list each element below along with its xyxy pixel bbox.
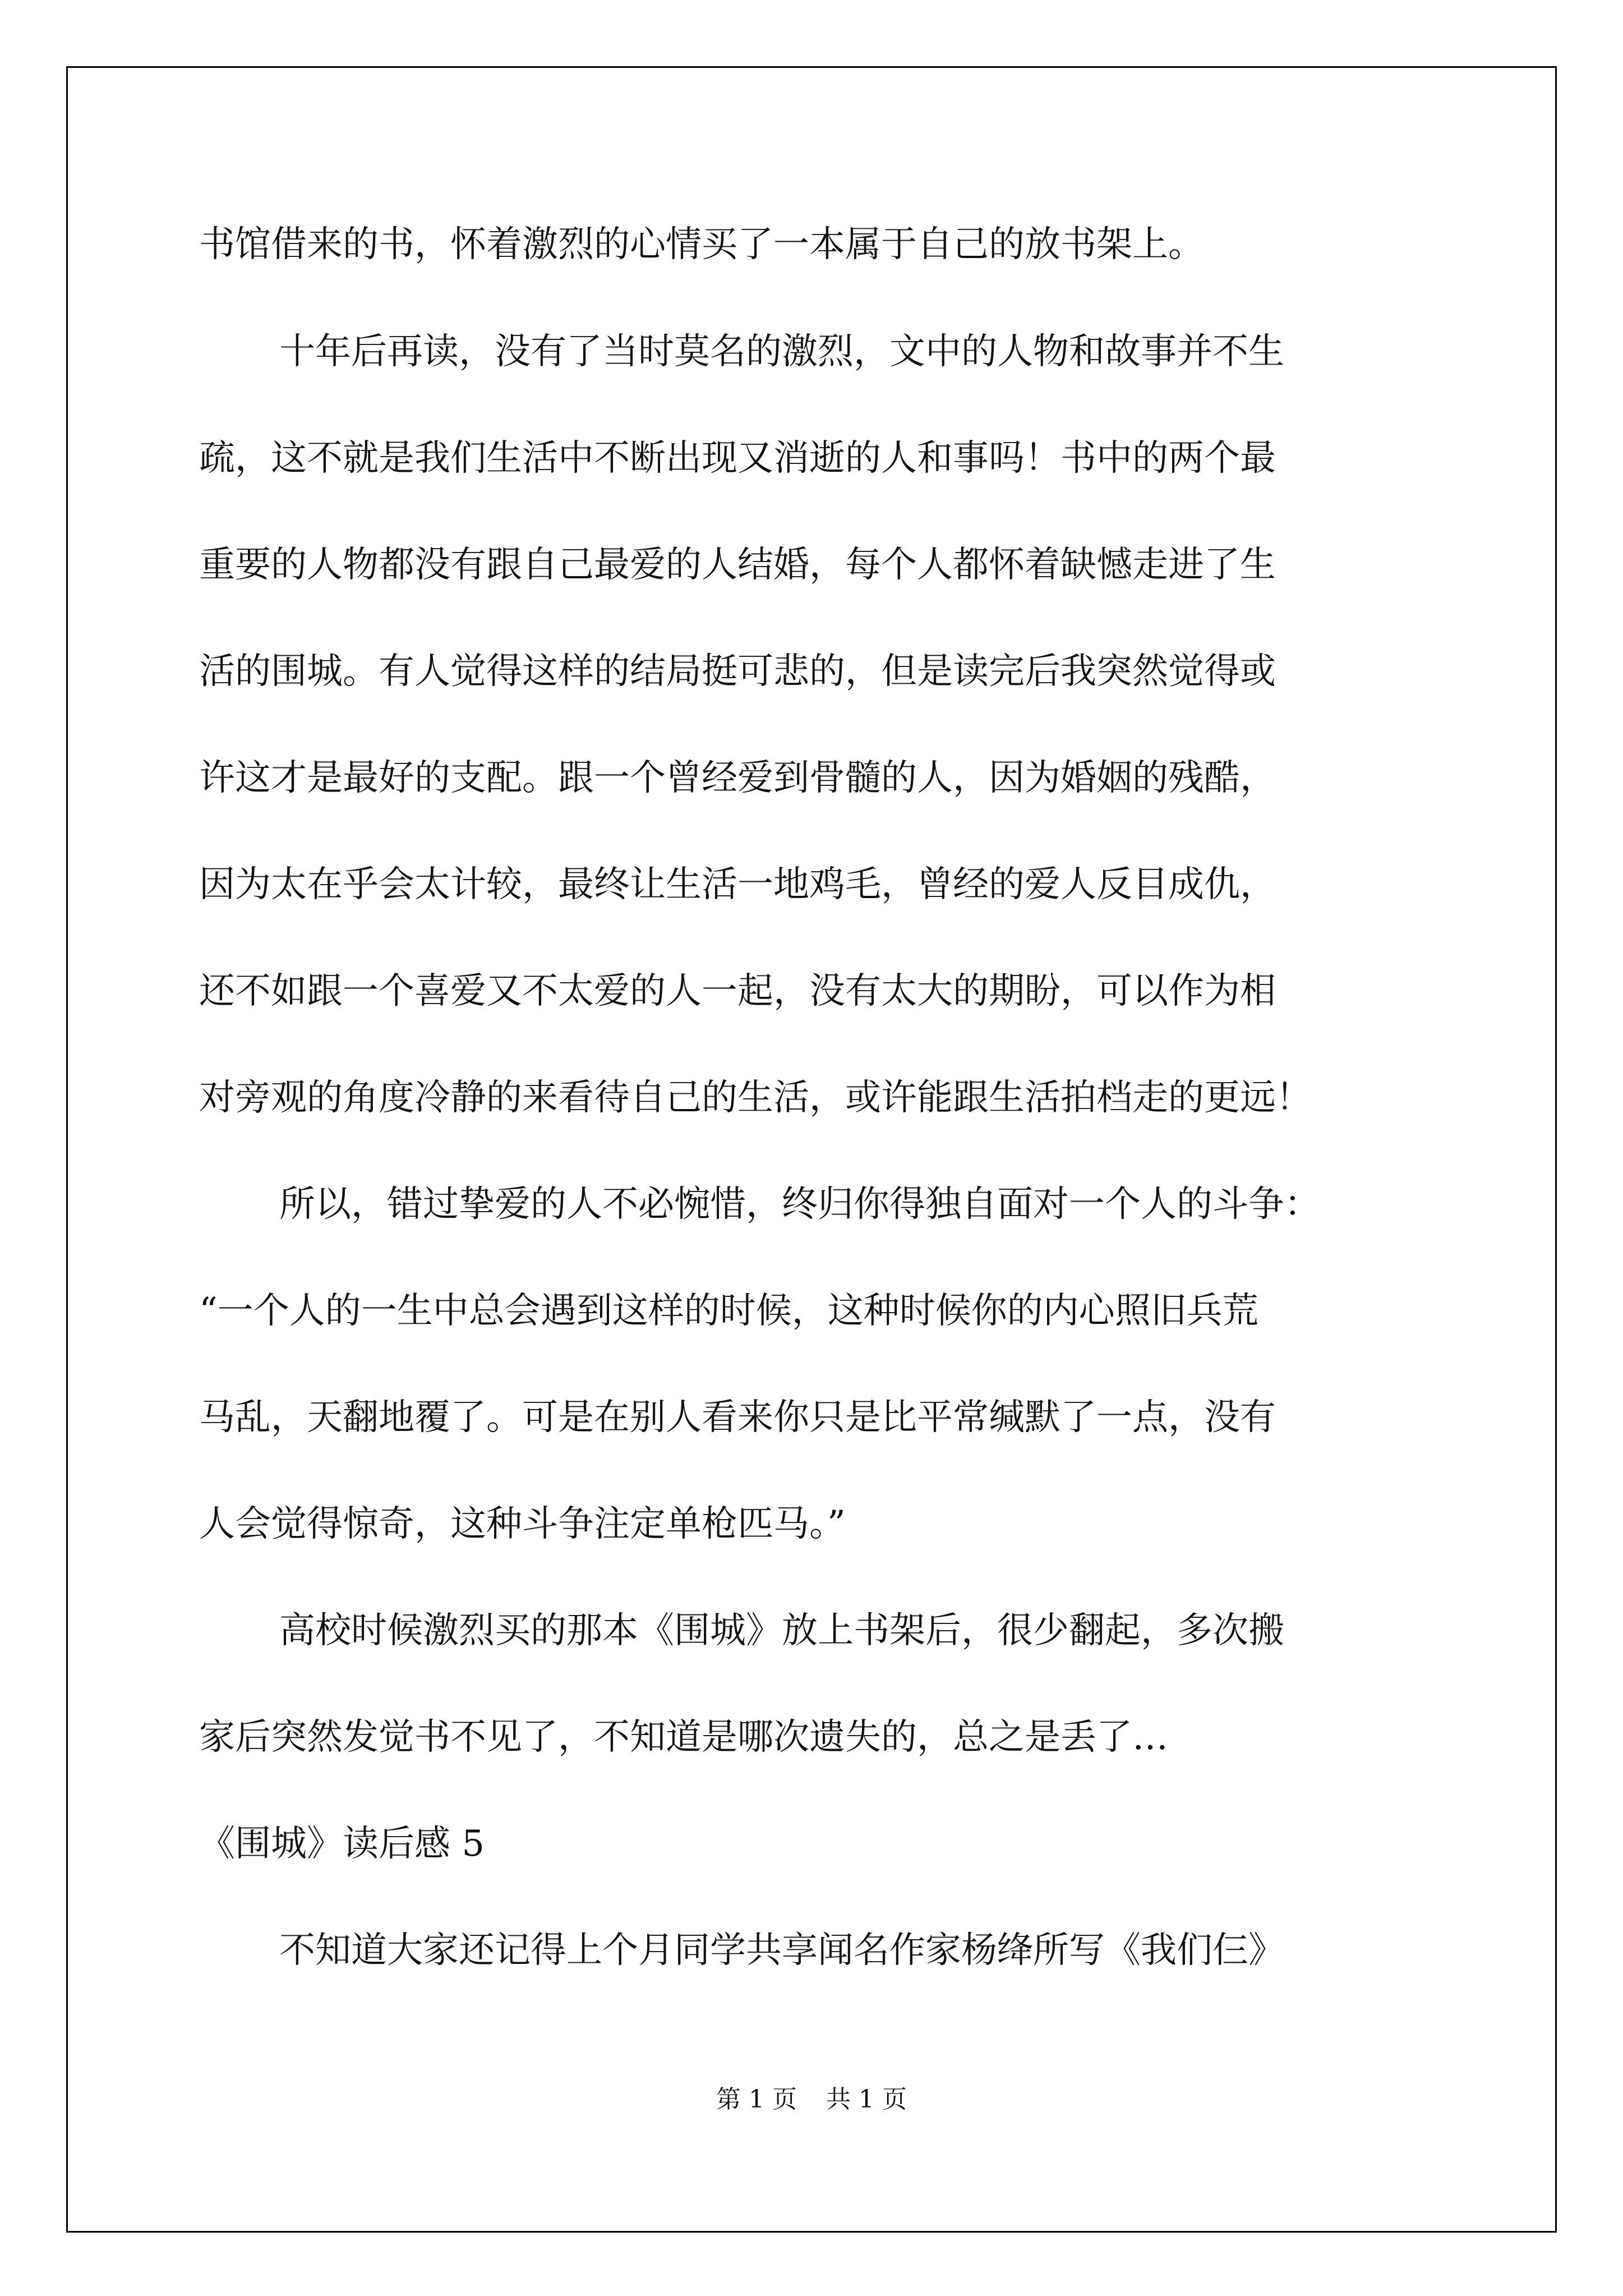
text-line-6: 许这才是最好的支配。跟一个曾经爱到骨髓的人，因为婚姻的残酷， — [199, 757, 1276, 799]
text-line-8: 还不如跟一个喜爱又不太爱的人一起，没有太大的期盼，可以作为相 — [199, 970, 1276, 1012]
page-frame — [66, 66, 1557, 2233]
text-line-7: 因为太在乎会太计较，最终让生活一地鸡毛，曾经的爱人反目成仇， — [199, 864, 1276, 905]
text-line-1: 书馆借来的书，怀着激烈的心情买了一本属于自己的放书架上。 — [199, 224, 1204, 265]
text-line-9: 对旁观的角度冷静的来看待自己的生活，或许能跟生活拍档走的更远！ — [199, 1077, 1312, 1119]
text-line-5: 活的围城。有人觉得这样的结局挺可悲的，但是读完后我突然觉得或 — [199, 651, 1276, 692]
text-line-2: 十年后再读，没有了当时莫名的激烈，文中的人物和故事并不生 — [279, 331, 1284, 372]
section-heading: 《围城》读后感 5 — [199, 1823, 485, 1865]
text-line-17: 不知道大家还记得上个月同学共享闻名作家杨绛所写《我们仨》 — [279, 1930, 1284, 1971]
text-line-10: 所以，错过挚爱的人不必惋惜，终归你得独自面对一个人的斗争： — [279, 1184, 1320, 1225]
text-line-12: 马乱，天翻地覆了。可是在别人看来你只是比平常缄默了一点，没有 — [199, 1397, 1276, 1438]
text-line-4: 重要的人物都没有跟自己最爱的人结婚，每个人都怀着缺憾走进了生 — [199, 544, 1276, 586]
page-total: 共 1 页 — [826, 2085, 907, 2114]
text-line-14: 高校时候激烈买的那本《围城》放上书架后，很少翻起，多次搬 — [279, 1610, 1284, 1651]
page-number: 第 1 页 — [716, 2085, 797, 2114]
text-line-3: 疏，这不就是我们生活中不断出现又消逝的人和事吗！书中的两个最 — [199, 438, 1276, 479]
text-line-11: “一个人的一生中总会遇到这样的时候，这种时候你的内心照旧兵荒 — [199, 1290, 1258, 1332]
text-line-13: 人会觉得惊奇，这种斗争注定单枪匹马。” — [199, 1503, 846, 1545]
text-line-15: 家后突然发觉书不见了，不知道是哪次遗失的，总之是丢了… — [199, 1717, 1168, 1758]
page-footer — [0, 2086, 1623, 2114]
